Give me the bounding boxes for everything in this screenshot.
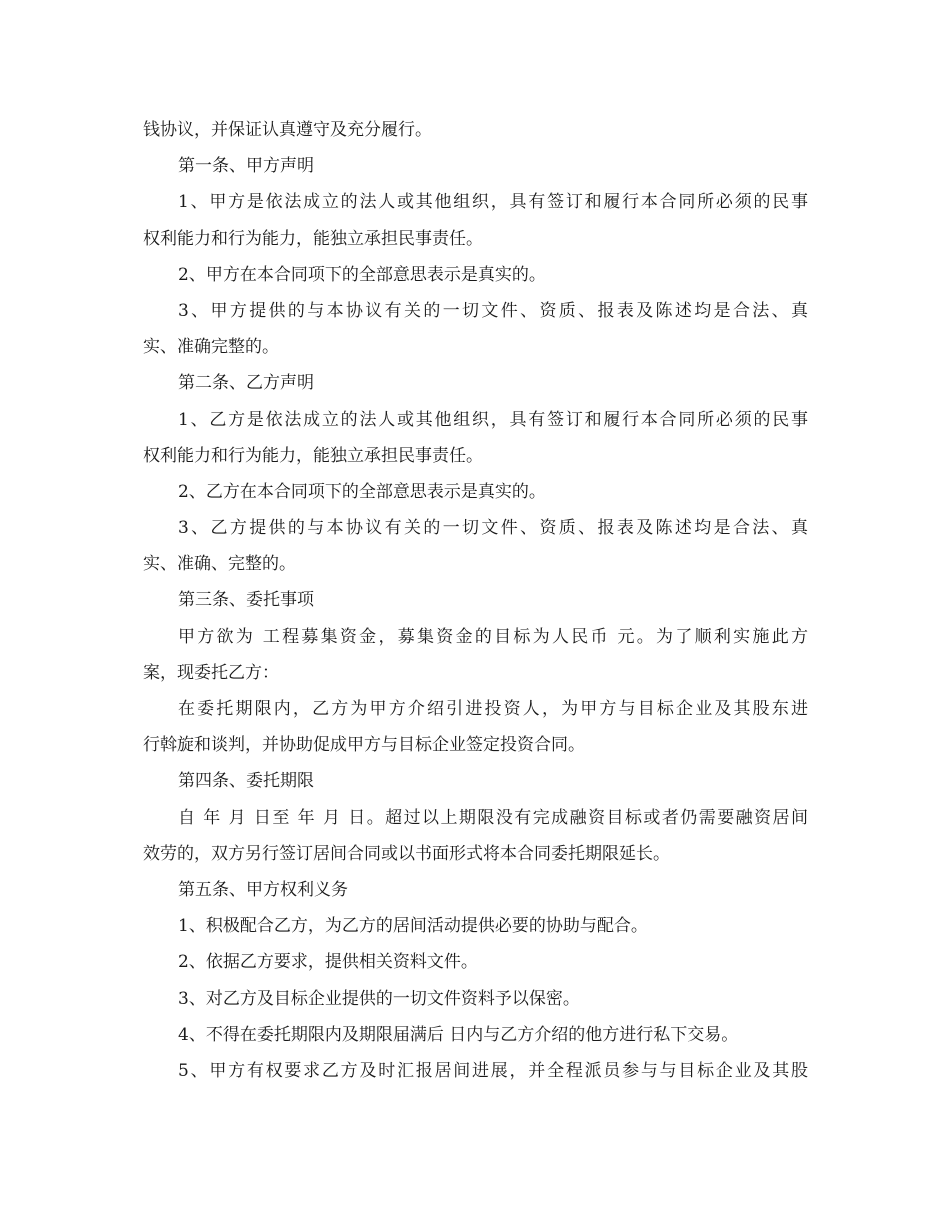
paragraph-start-line: 1、乙方是依法成立的法人或其他组织，具有签订和履行本合同所必须的民事	[178, 409, 808, 430]
paragraph-start-line: 第五条、甲方权利义务	[178, 879, 348, 900]
paragraph-start-line: 2、依据乙方要求，提供相关资料文件。	[178, 952, 478, 973]
paragraph-start-line: 1、甲方是依法成立的法人或其他组织，具有签订和履行本合同所必须的民事	[178, 192, 808, 213]
paragraph-start-line: 3、乙方提供的与本协议有关的一切文件、资质、报表及陈述均是合法、真	[178, 518, 808, 539]
paragraph-continuation-line: 实、准确、完整的。	[143, 554, 296, 575]
contract-body	[143, 112, 808, 1089]
paragraph-start-line: 第二条、乙方声明	[178, 373, 314, 394]
paragraph-start-line: 2、乙方在本合同项下的全部意思表示是真实的。	[178, 481, 546, 502]
paragraph-continuation-line: 案，现委托乙方：	[143, 662, 279, 683]
paragraph-start-line: 在委托期限内，乙方为甲方介绍引进投资人，为甲方与目标企业及其股东进	[178, 699, 808, 719]
paragraph-continuation-line: 权利能力和行为能力，能独立承担民事责任。	[143, 228, 483, 249]
paragraph-start-line: 第四条、委托期限	[178, 771, 314, 792]
paragraph-start-line: 3、对乙方及目标企业提供的一切文件资料予以保密。	[178, 988, 580, 1009]
paragraph-start-line: 1、积极配合乙方，为乙方的居间活动提供必要的协助与配合。	[178, 916, 648, 937]
paragraph-start-line: 自 年 月 日至 年 月 日。超过以上期限没有完成融资目标或者仍需要融资居间	[178, 807, 808, 828]
paragraph-start-line: 5、甲方有权要求乙方及时汇报居间进展，并全程派员参与与目标企业及其股	[178, 1060, 808, 1081]
paragraph-continuation-line: 行斡旋和谈判，并协助促成甲方与目标企业签定投资合同。	[143, 735, 585, 756]
paragraph-continuation-line: 权利能力和行为能力，能独立承担民事责任。	[143, 445, 483, 466]
paragraph-start-line: 3、甲方提供的与本协议有关的一切文件、资质、报表及陈述均是合法、真	[178, 300, 808, 321]
paragraph-continuation-line: 实、准确完整的。	[143, 337, 279, 358]
paragraph-start-line: 4、不得在委托期限内及期限届满后 日内与乙方介绍的他方进行私下交易。	[178, 1024, 739, 1045]
paragraph-start-line: 甲方欲为 工程募集资金，募集资金的目标为人民币 元。为了顺利实施此方	[178, 626, 808, 647]
paragraph-continuation-line: 钱协议，并保证认真遵守及充分履行。	[143, 120, 432, 140]
paragraph-start-line: 第一条、甲方声明	[178, 156, 314, 177]
paragraph-continuation-line: 效劳的，双方另行签订居间合同或以书面形式将本合同委托期限延长。	[143, 843, 670, 864]
paragraph-start-line: 第三条、委托事项	[178, 590, 314, 611]
paragraph-start-line: 2、甲方在本合同项下的全部意思表示是真实的。	[178, 264, 546, 285]
